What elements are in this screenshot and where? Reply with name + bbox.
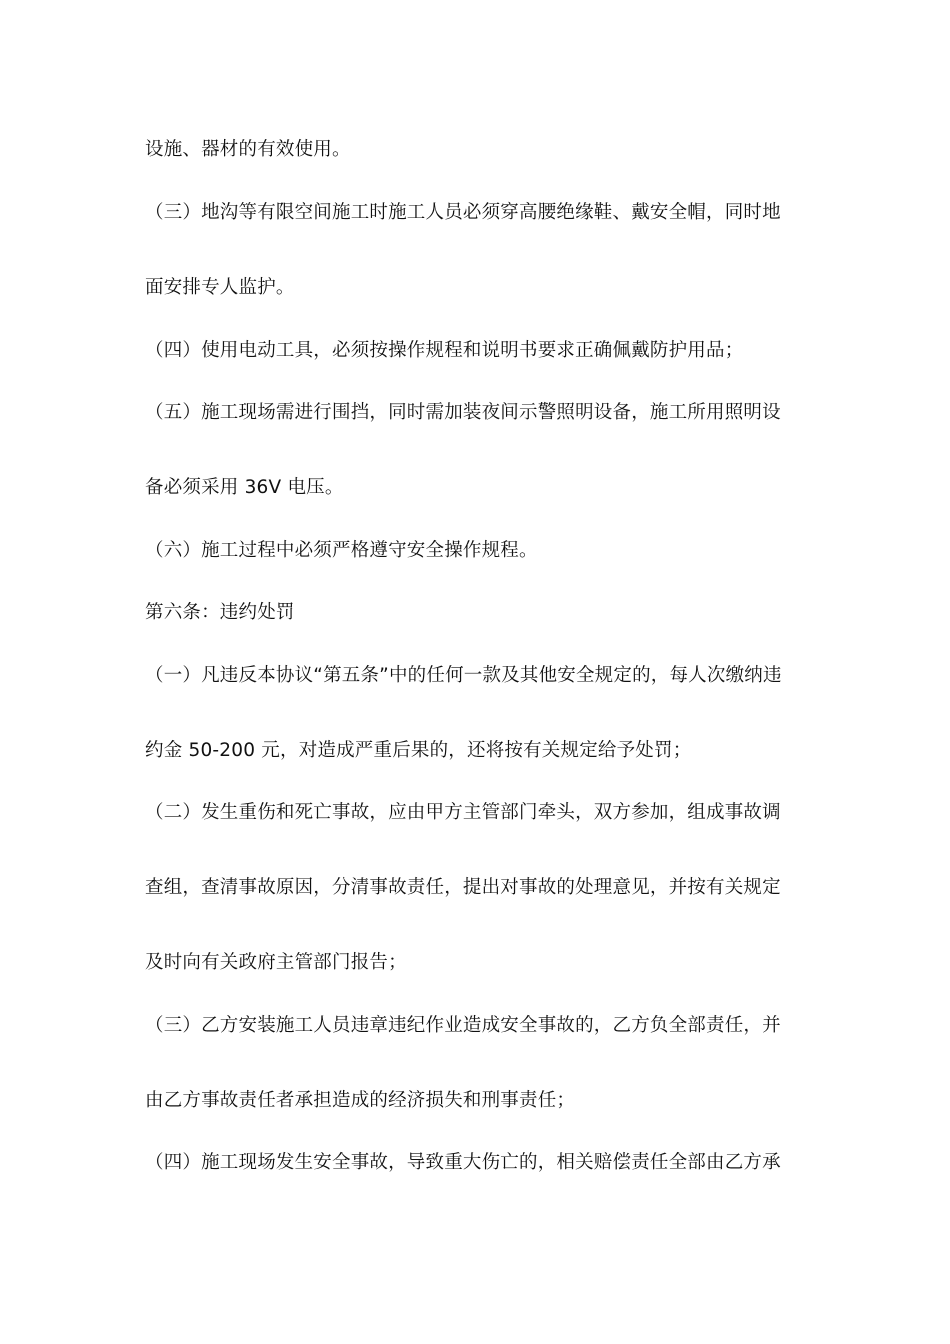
text-line: 备必须采用 36V 电压。 xyxy=(145,477,344,498)
text-line: （二）发生重伤和死亡事故，应由甲方主管部门牵头，双方参加，组成事故调 xyxy=(145,802,781,823)
text-line: （三）地沟等有限空间施工时施工人员必须穿高腰绝缘鞋、戴安全帽，同时地 xyxy=(145,202,781,223)
text-line: （四）使用电动工具，必须按操作规程和说明书要求正确佩戴防护用品； xyxy=(145,340,744,361)
text-line: （四）施工现场发生安全事故，导致重大伤亡的，相关赔偿责任全部由乙方承 xyxy=(145,1152,781,1173)
text-line: 查组，查清事故原因，分清事故责任，提出对事故的处理意见，并按有关规定 xyxy=(145,877,781,898)
text-line: 及时向有关政府主管部门报告； xyxy=(145,952,407,973)
text-line: （三）乙方安装施工人员违章违纪作业造成安全事故的，乙方负全部责任，并 xyxy=(145,1015,781,1036)
text-line: （六）施工过程中必须严格遵守安全操作规程。 xyxy=(145,540,538,561)
text-line: 约金 50-200 元，对造成严重后果的，还将按有关规定给予处罚； xyxy=(145,740,692,761)
text-line: 设施、器材的有效使用。 xyxy=(145,139,351,160)
section-heading: 第六条：违约处罚 xyxy=(145,602,295,623)
text-line: 由乙方事故责任者承担造成的经济损失和刑事责任； xyxy=(145,1090,576,1111)
text-line: 面安排专人监护。 xyxy=(145,277,295,298)
text-line: （一）凡违反本协议“第五条”中的任何一款及其他安全规定的，每人次缴纳违 xyxy=(145,665,782,686)
text-line: （五）施工现场需进行围挡，同时需加装夜间示警照明设备，施工所用照明设 xyxy=(145,402,781,423)
